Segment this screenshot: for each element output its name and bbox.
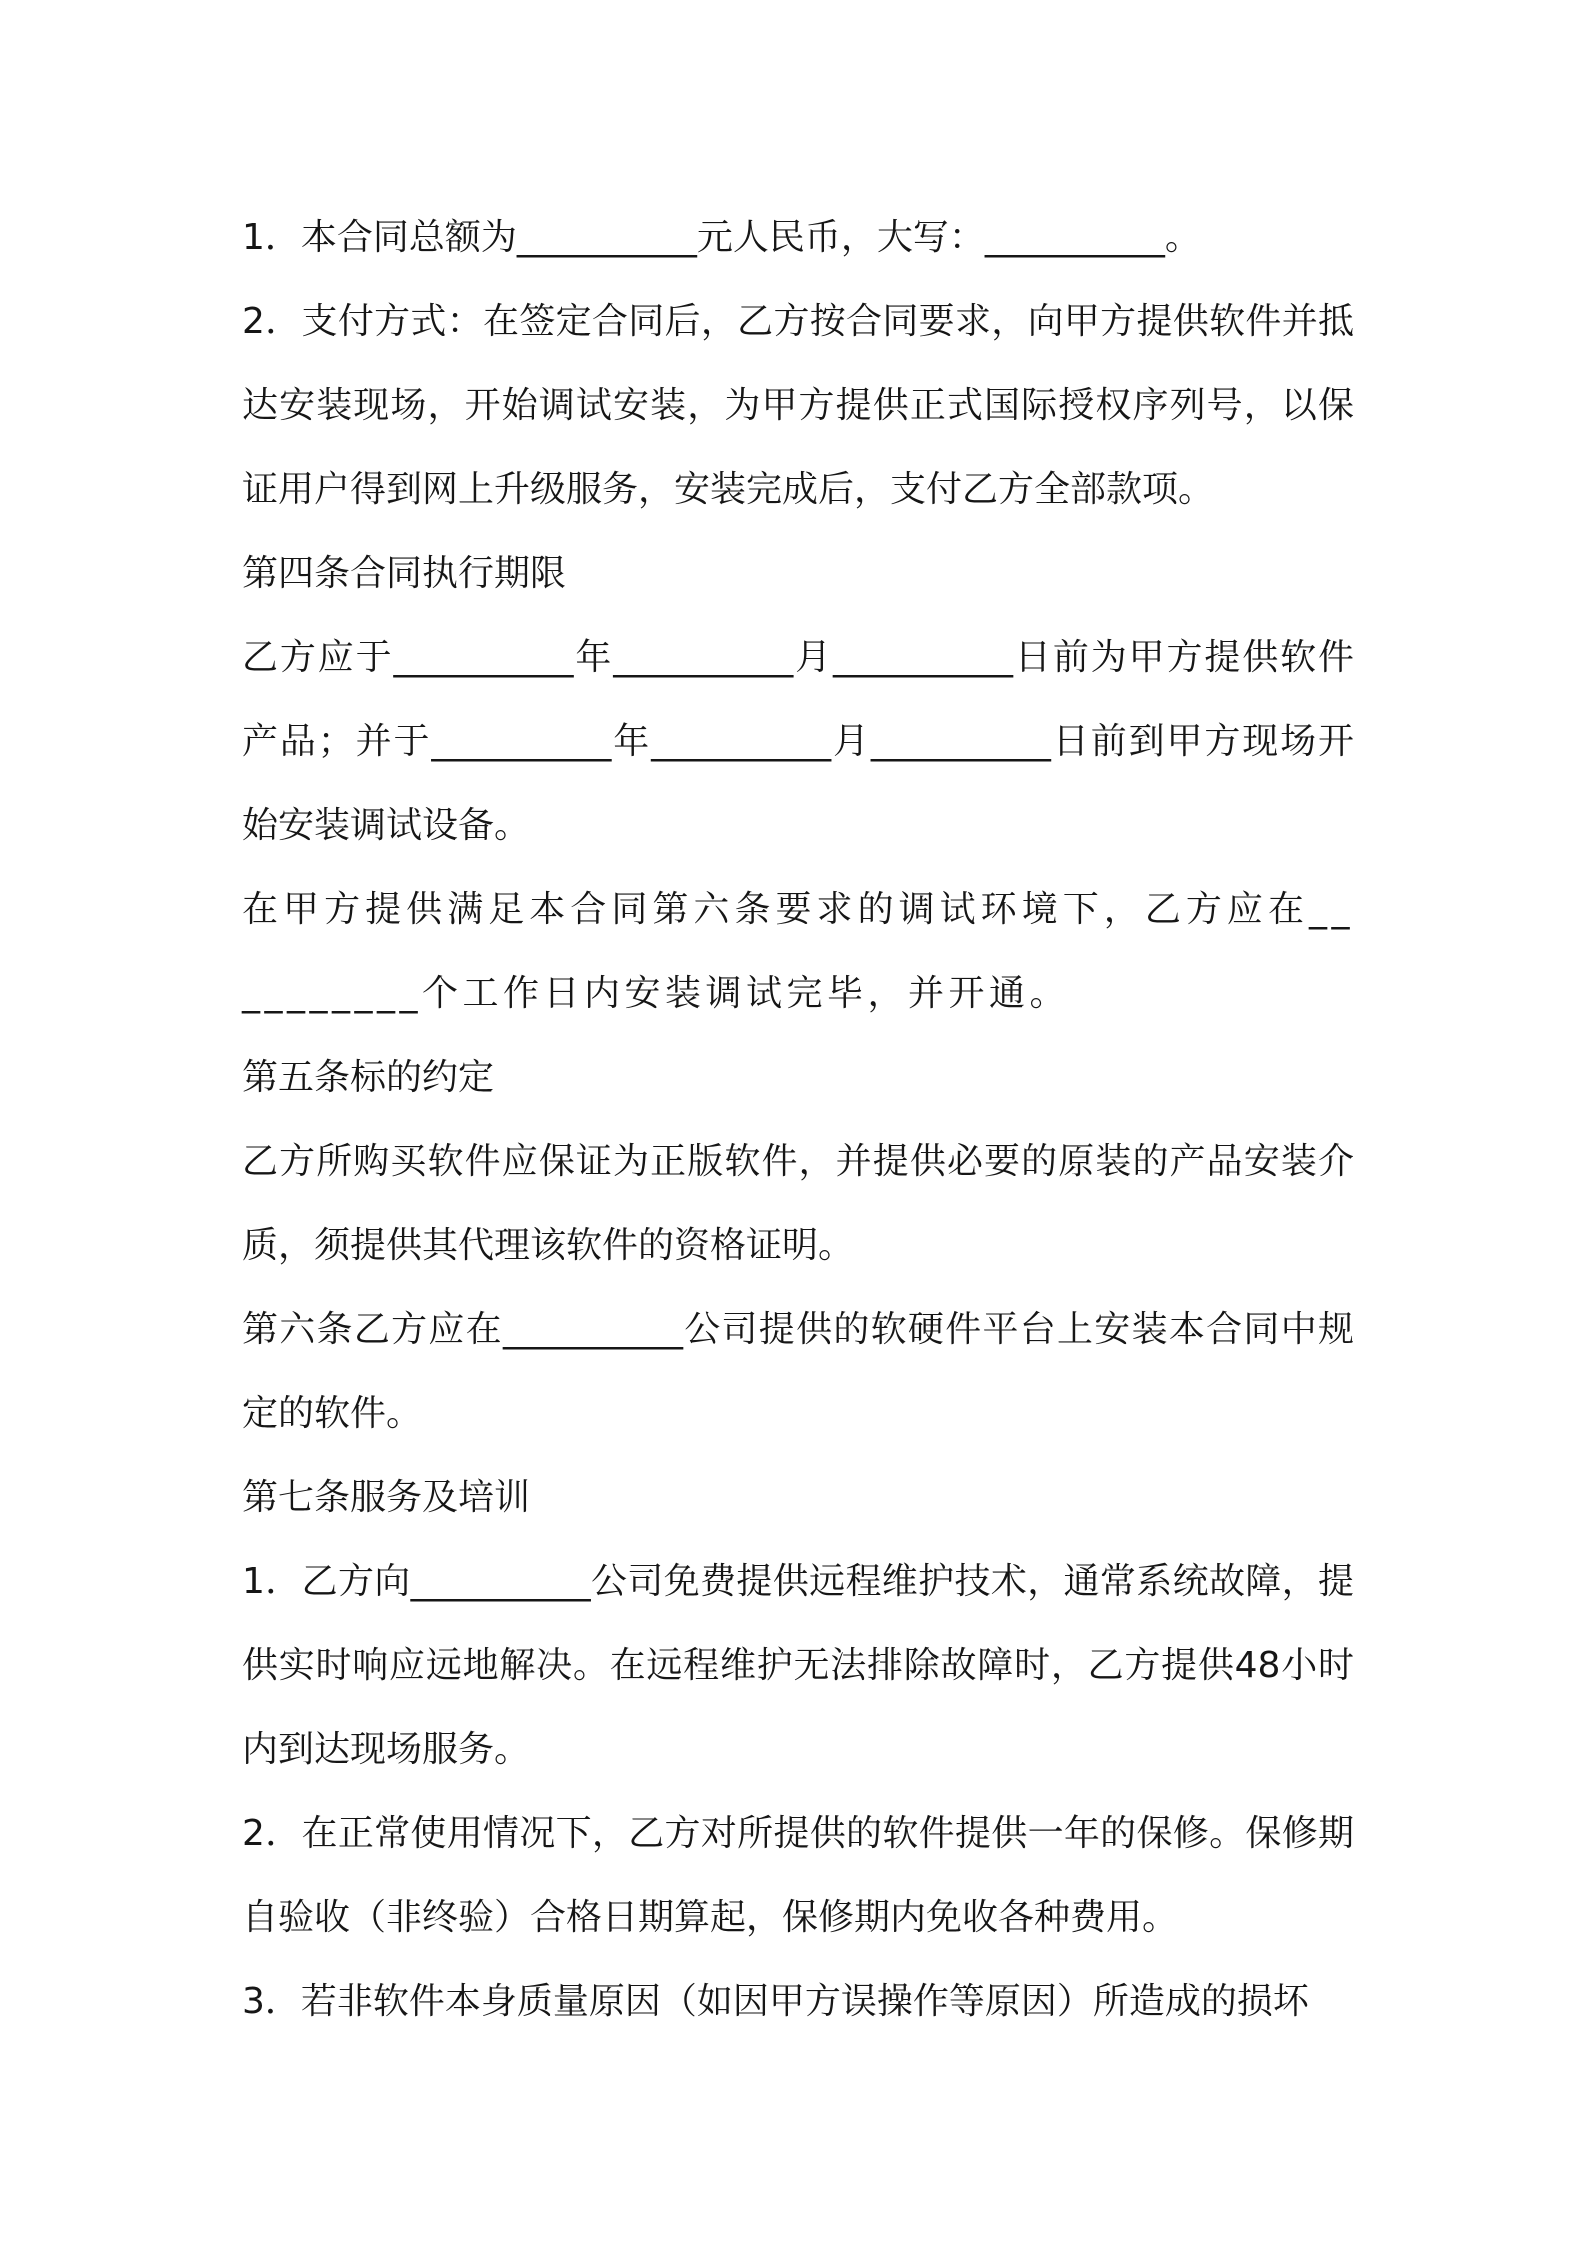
heading-article-7: 第七条服务及培训	[242, 1477, 531, 1518]
heading-article-4: 第四条合同执行期限	[242, 553, 567, 594]
clause-remote-maintenance: 1．乙方向__________公司免费提供远程维护技术，通常系统故障，提供实时响应远地解决。在远程维护无法排除故障时，乙方提供48小时内到达现场服务。	[242, 1561, 1354, 1770]
clause-payment-method: 2．支付方式：在签定合同后，乙方按合同要求，向甲方提供软件并抵达安装现场，开始调试安装，为甲方提供正式国际授权序列号，以保证用户得到网上升级服务，安装完成后，支付乙方全部款项。	[242, 301, 1354, 510]
clause-genuine-software: 乙方所购买软件应保证为正版软件，并提供必要的原装的产品安装介质，须提供其代理该软件的资格证明。	[242, 1141, 1354, 1266]
document-body	[242, 196, 1354, 2044]
clause-installation-period: 在甲方提供满足本合同第六条要求的调试环境下，乙方应在__________个工作日内安装调试完毕，并开通。	[242, 889, 1354, 1014]
clause-non-quality-damage: 3．若非软件本身质量原因（如因甲方误操作等原因）所造成的损坏	[242, 1981, 1309, 2022]
clause-delivery-dates: 乙方应于__________年__________月__________日前为甲方提供软件产品；并于__________年__________月__________日前到甲方现场开始安装调试设备。	[242, 637, 1354, 846]
clause-total-amount: 1．本合同总额为__________元人民币，大写：__________。	[242, 217, 1201, 258]
heading-article-5: 第五条标的约定	[242, 1057, 495, 1098]
clause-warranty: 2．在正常使用情况下，乙方对所提供的软件提供一年的保修。保修期自验收（非终验）合格日期算起，保修期内免收各种费用。	[242, 1813, 1354, 1938]
clause-article-6: 第六条乙方应在__________公司提供的软硬件平台上安装本合同中规定的软件。	[242, 1309, 1354, 1434]
